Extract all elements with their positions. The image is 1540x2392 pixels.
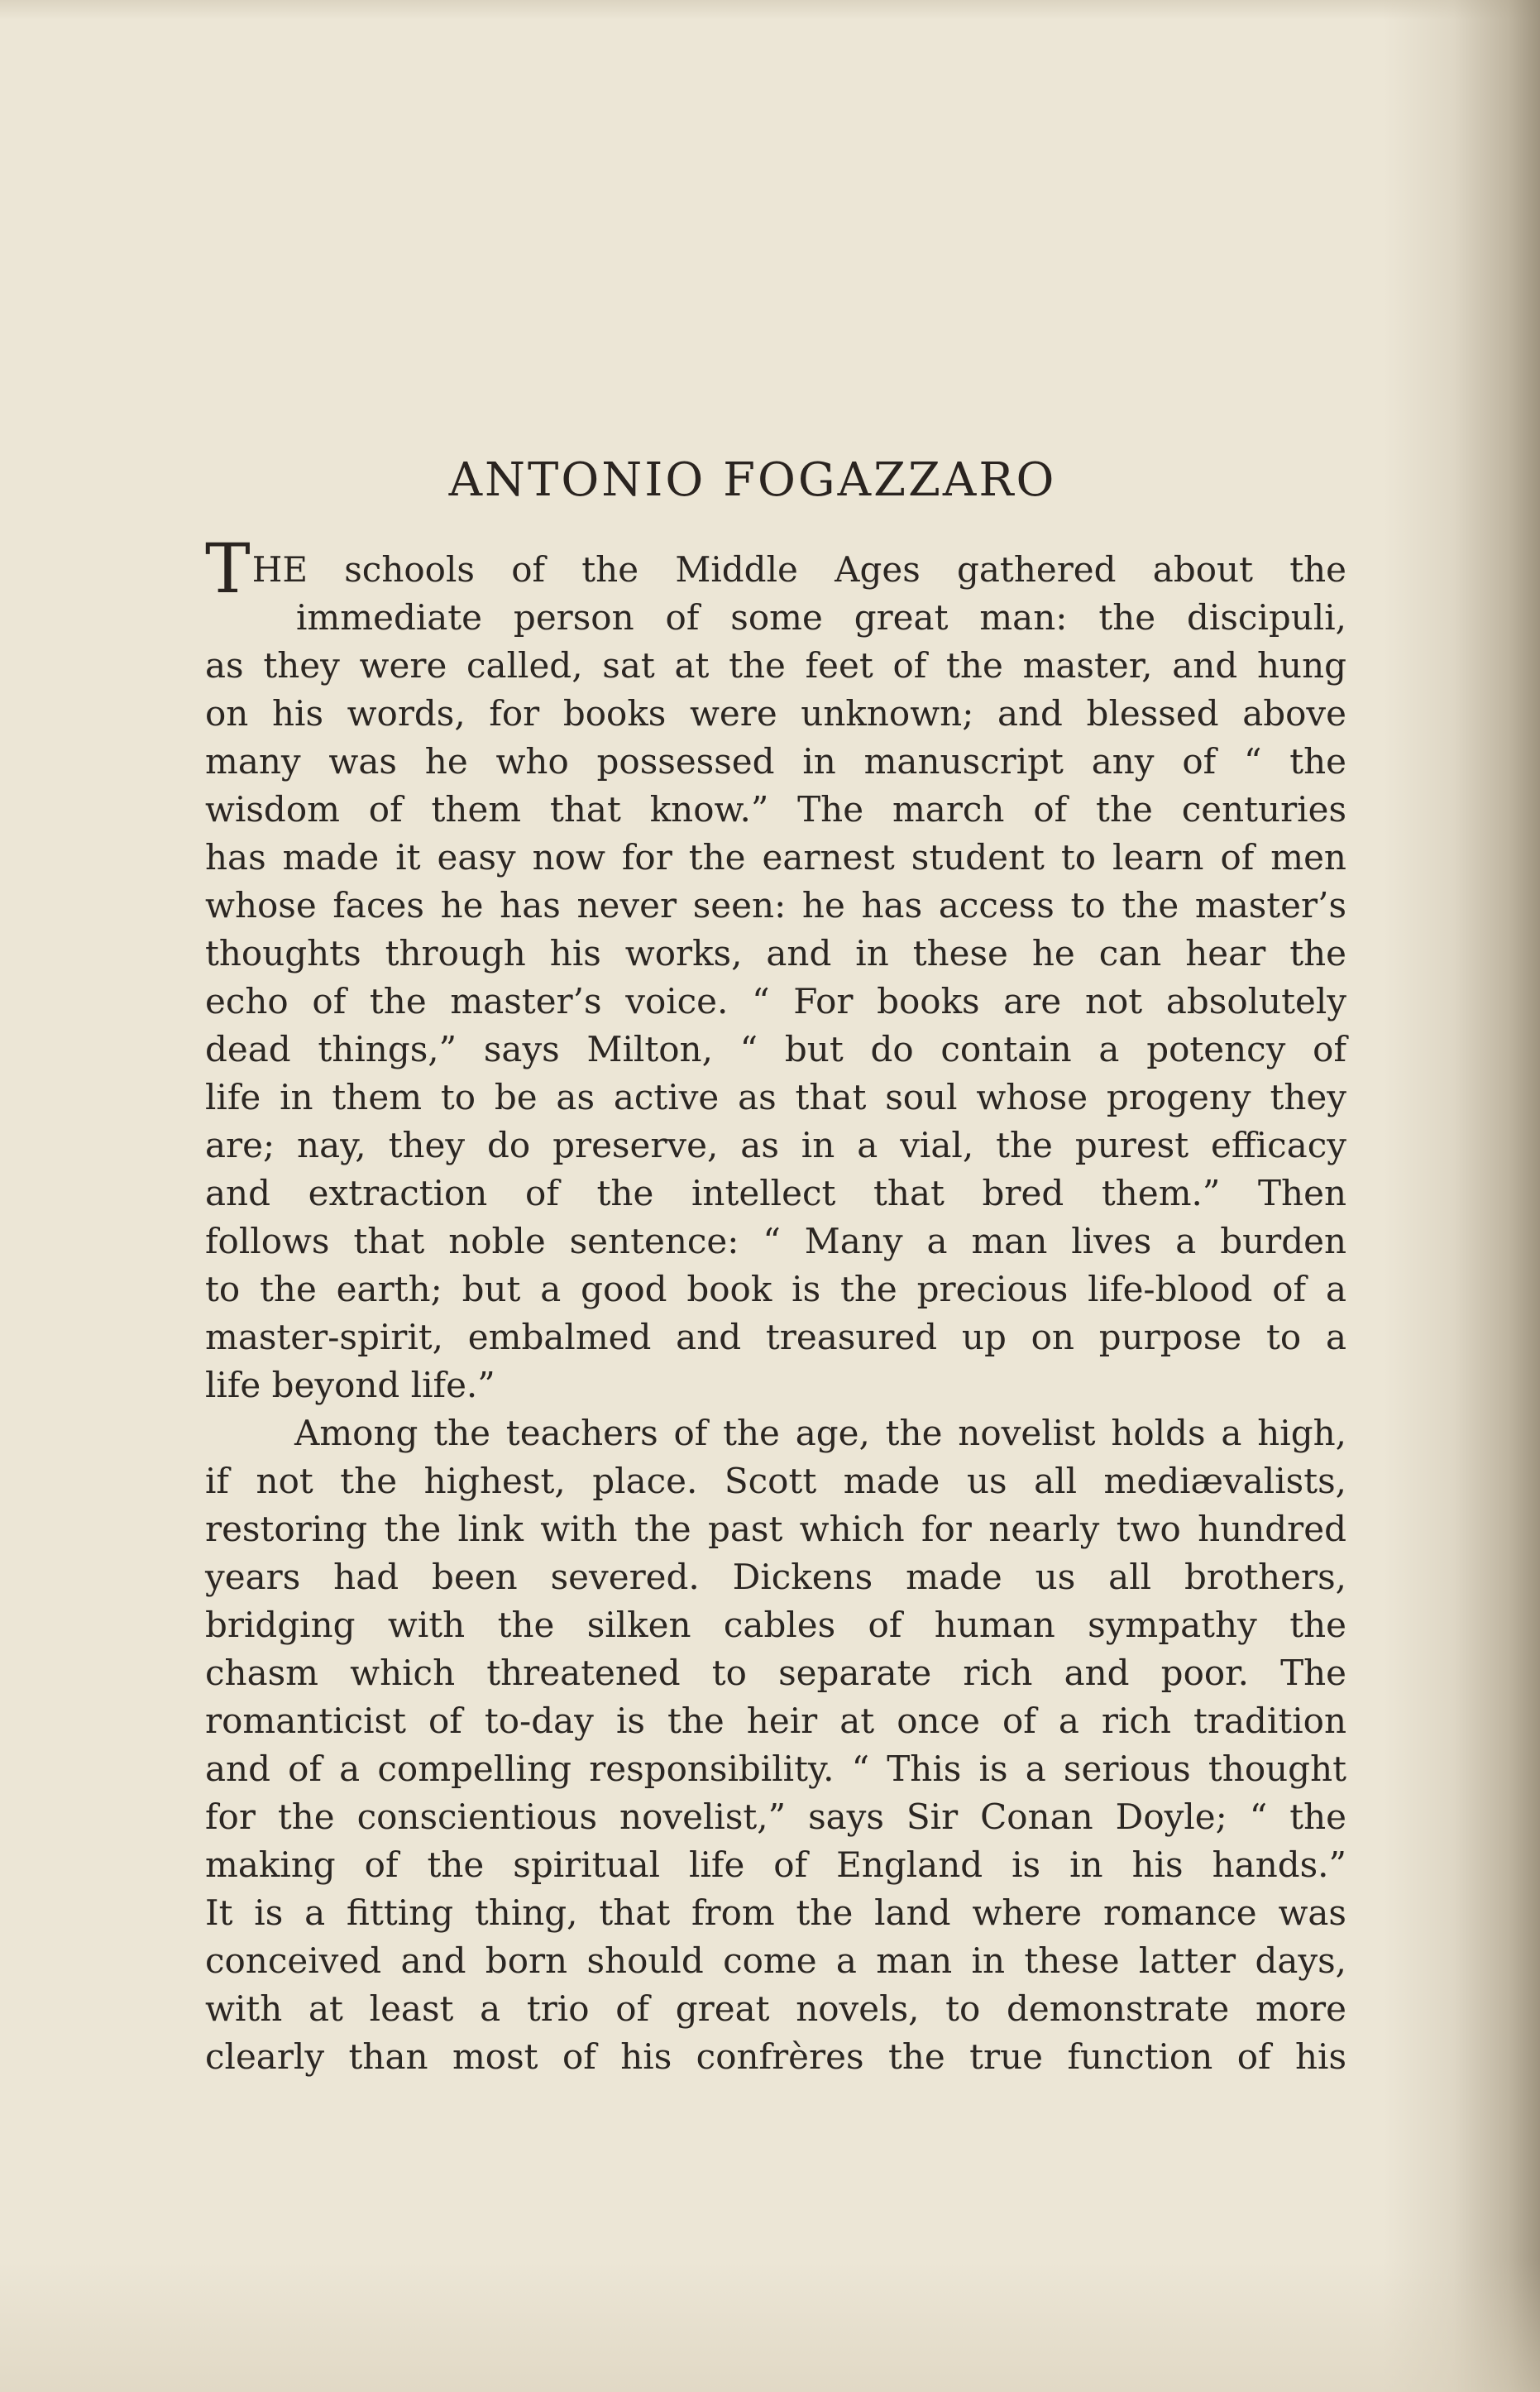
text-line: many was he who possessed in manuscript any of “ the xyxy=(205,741,1346,782)
text-line: as they were called, sat at the feet of the master, and hung xyxy=(205,645,1346,686)
text-line: echo of the master’s voice. “ For books are not absolutely xyxy=(205,981,1346,1021)
text-line: conceived and born should come a man in these latter days, xyxy=(205,1940,1346,1981)
text-line: romanticist of to-day is the heir at once of a rich tradition xyxy=(205,1701,1346,1741)
text-line: has made it easy now for the earnest student to learn of men xyxy=(205,837,1346,878)
paragraph-2 xyxy=(205,1409,1346,2081)
text-line: Among the teachers of the age, the novelist holds a high, xyxy=(294,1413,1346,1453)
body-text xyxy=(205,530,1346,2081)
text-line: with at least a trio of great novels, to demonstrate more xyxy=(205,1988,1346,2029)
text-line: dead things,” says Milton, “ but do contain a potency of xyxy=(205,1029,1346,1069)
page-bottom-wear xyxy=(0,2260,1540,2392)
text-line: restoring the link with the past which for nearly two hundred xyxy=(205,1509,1346,1549)
text-line: life in them to be as active as that soul whose progeny they xyxy=(205,1077,1346,1117)
text-line: and of a compelling responsibility. “ This is a serious thought xyxy=(205,1749,1346,1789)
paragraph-1 xyxy=(205,530,1346,1409)
text-line: immediate person of some great man: the discipuli, xyxy=(296,597,1346,638)
text-line: for the conscientious novelist,” says Sir Conan Doyle; “ the xyxy=(205,1796,1346,1837)
text-line: are; nay, they do preserve, as in a vial, the purest efficacy xyxy=(205,1125,1346,1165)
spine-shadow xyxy=(1383,0,1540,2392)
page-top-edge xyxy=(0,0,1540,20)
text-line: follows that noble sentence: “ Many a man lives a burden xyxy=(205,1221,1346,1261)
text-line: THE schools of the Middle Ages gathered about the xyxy=(205,530,1346,609)
text-line: if not the highest, place. Scott made us all mediævalists, xyxy=(205,1461,1346,1501)
text-line: whose faces he has never seen: he has access to the master’s xyxy=(205,885,1346,926)
text-line: master-spirit, embalmed and treasured up on purpose to a xyxy=(205,1317,1346,1357)
text-line: bridging with the silken cables of human sympathy the xyxy=(205,1605,1346,1645)
text-line: years had been severed. Dickens made us all brothers, xyxy=(205,1557,1346,1597)
text-line: clearly than most of his confrères the true function of his xyxy=(205,2036,1346,2077)
text-line: It is a fitting thing, that from the land where romance was xyxy=(205,1892,1346,1933)
text-line: thoughts through his works, and in these he can hear the xyxy=(205,933,1346,974)
text-line: making of the spiritual life of England is in his hands.” xyxy=(205,1844,1346,1885)
chapter-title: ANTONIO FOGAZZARO xyxy=(448,453,1057,507)
drop-cap: T xyxy=(205,530,251,609)
text-line: on his words, for books were unknown; and blessed above xyxy=(205,693,1346,734)
text-line: and extraction of the intellect that bred them.” Then xyxy=(205,1173,1346,1213)
text-line: wisdom of them that know.” The march of the centuries xyxy=(205,789,1346,830)
text-line: to the earth; but a good book is the precious life-blood of a xyxy=(205,1269,1346,1309)
text-line: life beyond life.” xyxy=(205,1365,495,1405)
text-line: chasm which threatened to separate rich and poor. The xyxy=(205,1653,1346,1693)
